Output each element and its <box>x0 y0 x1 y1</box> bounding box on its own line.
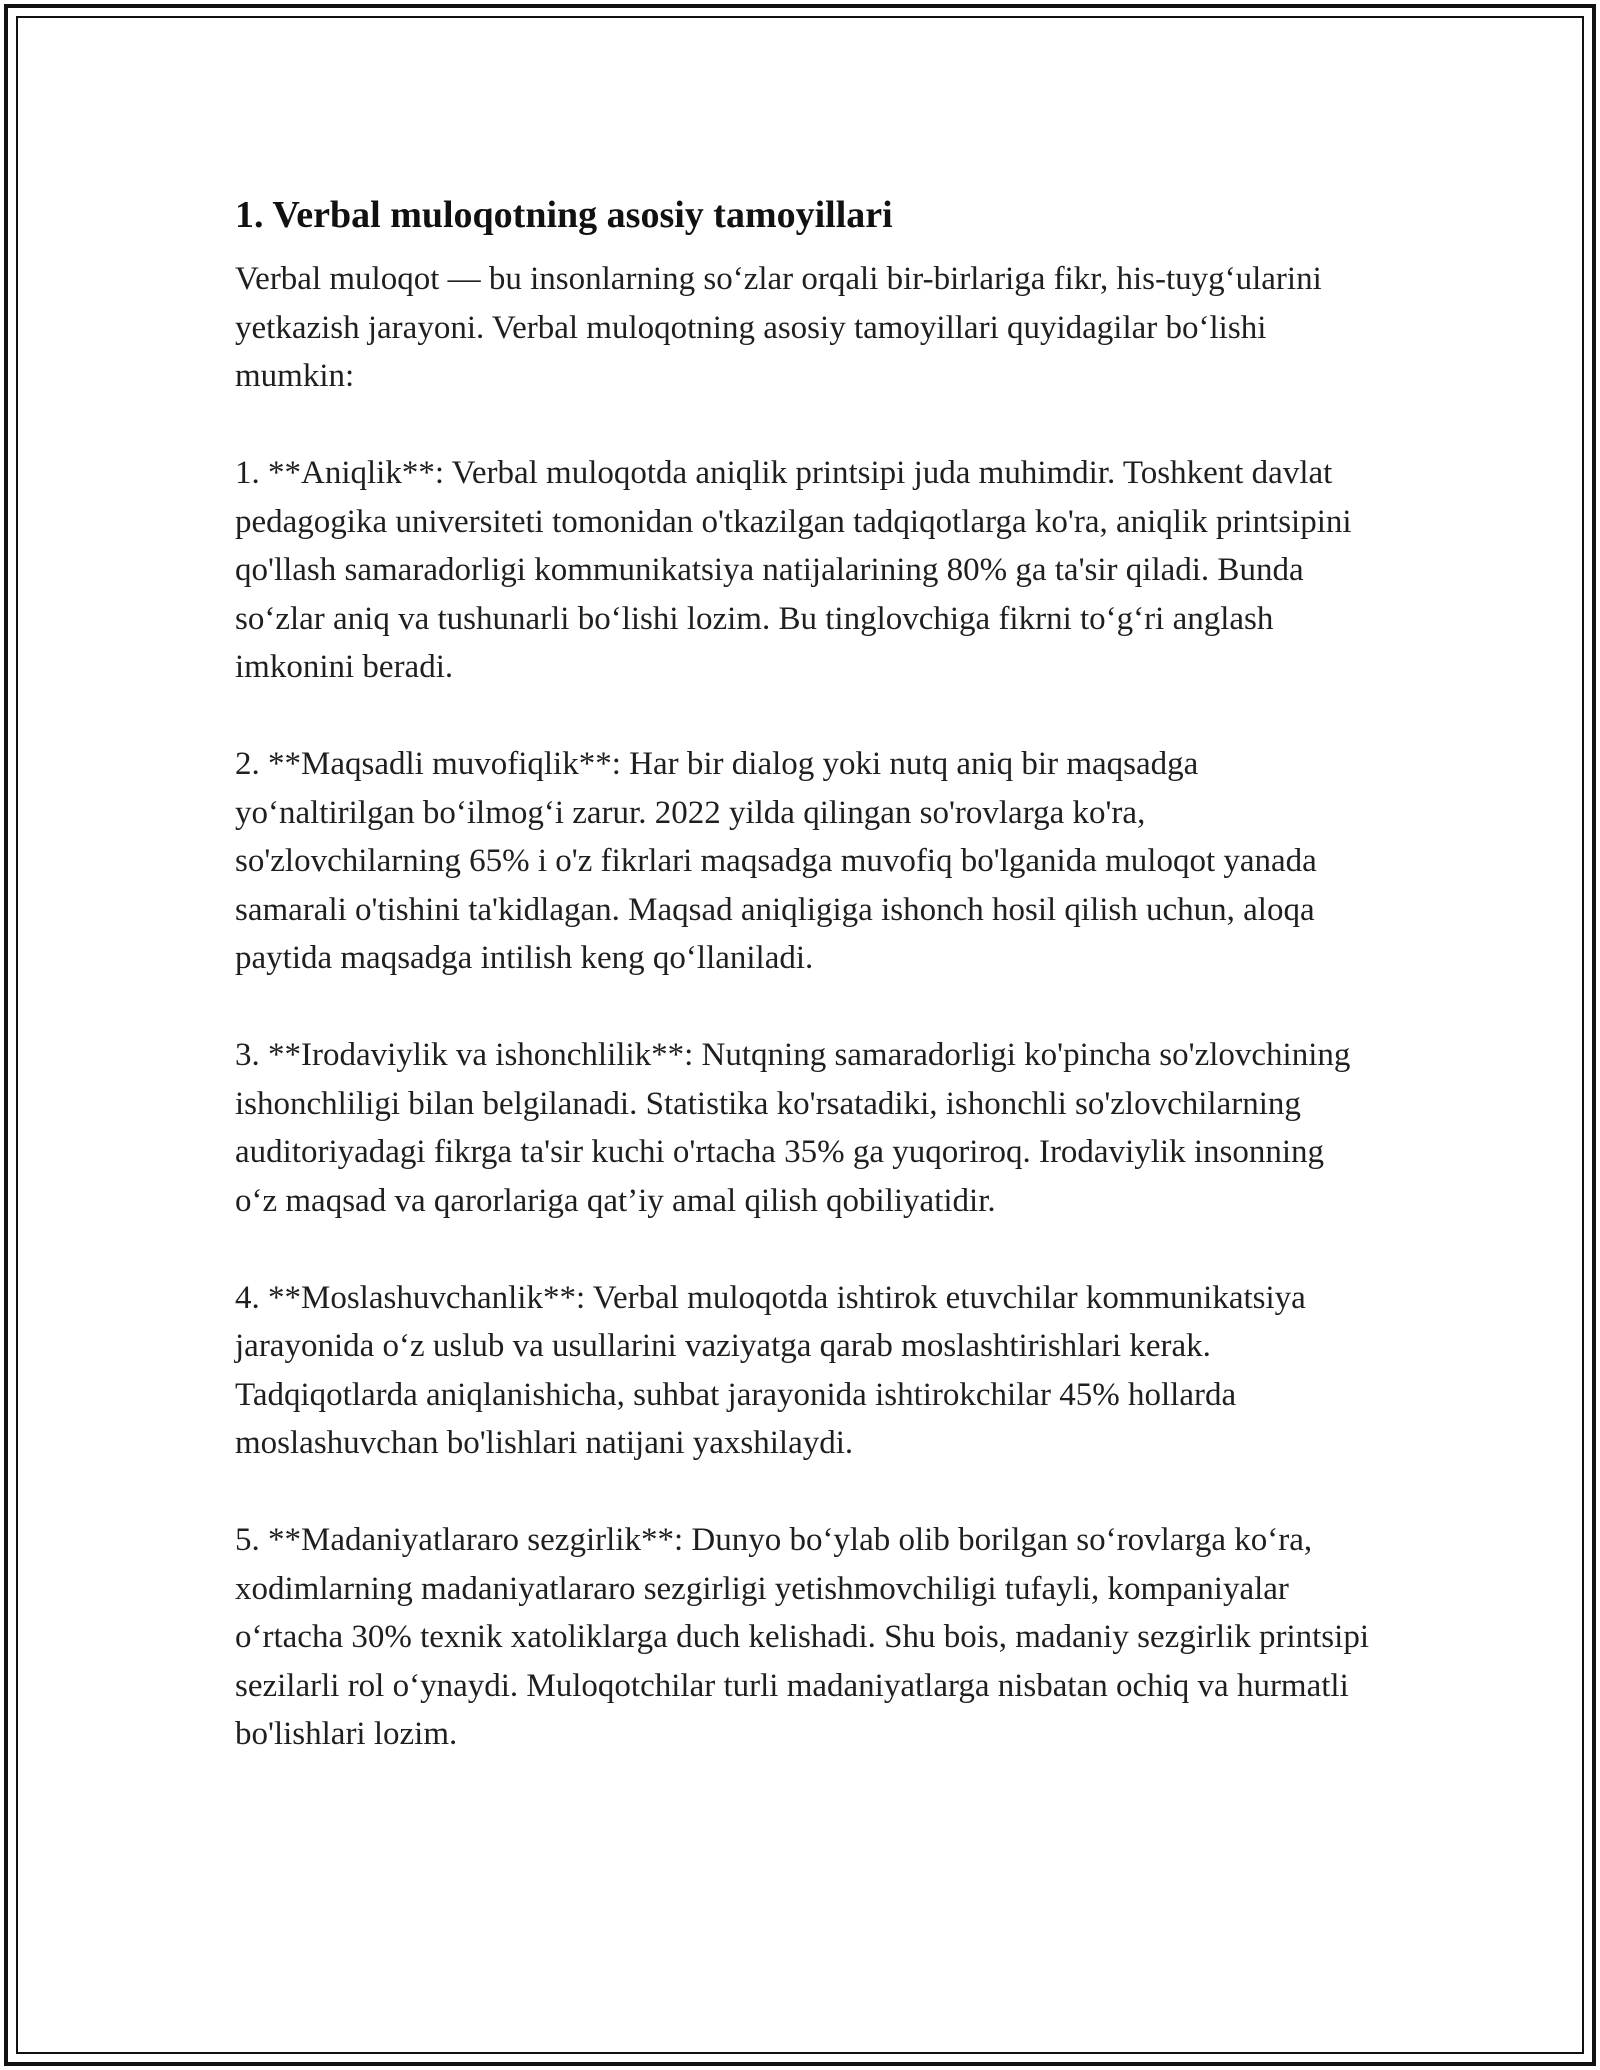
principle-accuracy-paragraph: 1. **Aniqlik**: Verbal muloqotda aniqlik printsipi juda muhimdir. Toshkent davlat pedagogika universiteti tomonidan o'tkazilgan tadqiqotlarga ko'ra, aniqlik printsipini qo'llash samaradorligi kommunikatsiya natijalarining 80% ga ta'sir qiladi. Bunda so‘zlar aniq va tushunarli bo‘lishi lozim. Bu tinglovchiga fikrni to‘g‘ri anglash imkonini beradi. <box>235 455 1352 685</box>
principle-credibility-paragraph: 3. **Irodaviylik va ishonchlilik**: Nutqning samaradorligi ko'pincha so'zlovchining ishonchliligi bilan belgilanadi. Statistika ko'rsatadiki, ishonchli so'zlovchilarning auditoriyadagi fikrga ta'sir kuchi o'rtacha 35% ga yuqoriroq. Irodaviylik insonning o‘z maqsad va qarorlariga qat’iy amal qilish qobiliyatidir. <box>235 1037 1351 1219</box>
section-heading: 1. Verbal muloqotning asosiy tamoyillari <box>235 194 893 236</box>
principle-purpose-paragraph: 2. **Maqsadli muvofiqlik**: Har bir dialog yoki nutq aniq bir maqsadga yo‘naltirilgan bo‘ilmog‘i zarur. 2022 yilda qilingan so'rovlarga ko'ra, so'zlovchilarning 65% i o'z fikrlari maqsadga muvofiq bo'lganida muloqot yanada samarali o'tishini ta'kidlagan. Maqsad aniqligiga ishonch hosil qilish uchun, aloqa paytida maqsadga intilish keng qo‘llaniladi. <box>235 746 1317 976</box>
principle-intercultural-paragraph: 5. **Madaniyatlararo sezgirlik**: Dunyo bo‘ylab olib borilgan so‘rovlarga ko‘ra, xodimlarning madaniyatlararo sezgirligi yetishmovchiligi tufayli, kompaniyalar o‘rtacha 30% texnik xatoliklarga duch kelishadi. Shu bois, madaniy sezgirlik printsipi sezilarli rol o‘ynaydi. Muloqotchilar turli madaniyatlarga nisbatan ochiq va hurmatli bo'lishlari lozim. <box>235 1522 1369 1752</box>
intro-paragraph: Verbal muloqot — bu insonlarning so‘zlar orqali bir-birlariga fikr, his-tuyg‘ularini yetkazish jarayoni. Verbal muloqotning asosiy tamoyillari quyidagilar bo‘lishi mumkin: <box>235 261 1322 394</box>
document-body <box>235 185 1370 1807</box>
principle-flexibility-paragraph: 4. **Moslashuvchanlik**: Verbal muloqotda ishtirok etuvchilar kommunikatsiya jarayonida o‘z uslub va usullarini vaziyatga qarab moslashtirishlari kerak. Tadqiqotlarda aniqlanishicha, suhbat jarayonida ishtirokchilar 45% hollarda moslashuvchan bo'lishlari natijani yaxshilaydi. <box>235 1279 1306 1461</box>
